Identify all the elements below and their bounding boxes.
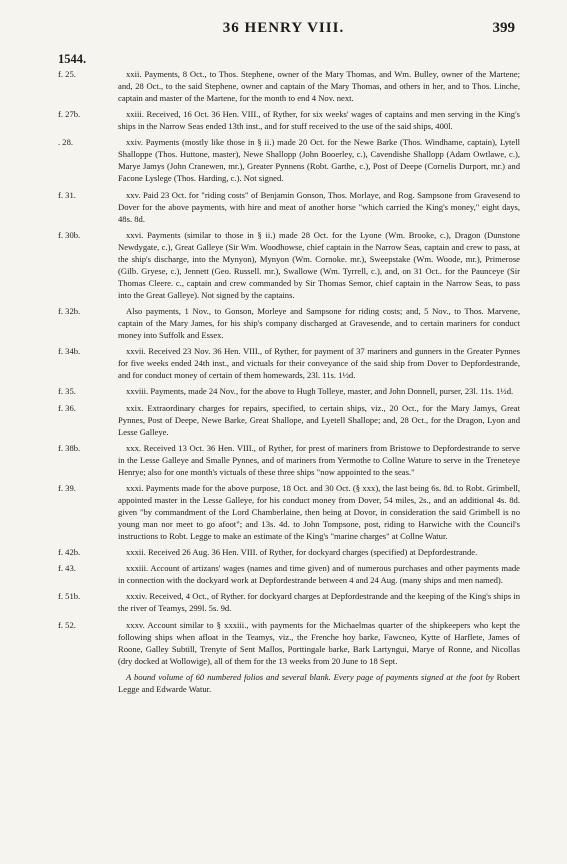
calendar-entry <box>58 442 520 478</box>
entry-text: xxiii. Received, 16 Oct. 36 Hen. VIII., of Ryther, for six weeks' wages of captains and men serving in the King's ships in the Narrow Seas ended 13th inst., and for stuff received to the use of the said ships, 400l. <box>118 109 520 132</box>
folio-reference: f. 35. <box>58 386 76 397</box>
calendar-entry <box>58 590 520 614</box>
calendar-entry <box>58 345 520 381</box>
folio-reference: f. 42b. <box>58 547 81 558</box>
entry-text: xxii. Payments, 8 Oct., to Thos. Stephene, owner of the Mary Thomas, and Wm. Bulley, owner of the Martene; and, 28 Oct., to the said Stephene, owner and captain of the Mary Thomas, and others in her, and to Thos. Linche, captain and master of the Martene, for the month to end 4 Nov. next. <box>118 69 520 103</box>
entry-text: xxix. Extraordinary charges for repairs, specified, to certain ships, viz., 20 Oct., for the Mary Jamys, Great Pynnes, Post of Deepe, Newe Barke, Great Shallope, and Lyetell Shallope; and, 28 Oct., for the Dragon, Lyon and Lesse Galleye. <box>118 402 520 437</box>
page-header <box>0 20 567 42</box>
calendar-entry <box>58 562 520 586</box>
entry-text: xxxiii. Account of artizans' wages (names and time given) and of numerous purchases and other payments made in connection with the dockyard work at Depfordestrande between 4 and 24 Aug. (many ships and men named). <box>118 563 520 586</box>
entries-list <box>58 68 520 695</box>
folio-reference: f. 52. <box>58 619 76 630</box>
calendar-entry <box>58 68 520 104</box>
calendar-entry <box>58 402 520 438</box>
entry-text: xxx. Received 13 Oct. 36 Hen. VIII., of Ryther, for prest of mariners from Bristowe to Depfordestrande to serve in the Lesse Galleye and Smalle Pynnes, and of mariners from Yermothe to Collne Wature to serve in the Treneteye Henrye; also for one month's victuals of these three ships "now appointed to the seas." <box>118 442 520 477</box>
folio-reference: f. 43. <box>58 563 76 574</box>
entry-text: xxviii. Payments, made 24 Nov., for the above to Hugh Tolleye, master, and John Donnell, purser, 23l. 11s. 1½d. <box>126 386 514 397</box>
calendar-entry <box>58 619 520 667</box>
folio-reference: . 28. <box>58 137 74 148</box>
folio-reference: f. 25. <box>58 69 76 79</box>
folio-reference: f. 38b. <box>58 442 81 453</box>
folio-reference: f. 27b. <box>58 109 81 120</box>
calendar-entry <box>58 189 520 225</box>
volume-note-italic: A bound volume of 60 numbered folios and several blank. Every page of payments signed at the foot by <box>126 671 494 682</box>
volume-note-signers: Robert Legge and Edwarde Watur. <box>118 671 520 694</box>
calendar-entry <box>58 385 520 397</box>
volume-note <box>118 671 520 695</box>
folio-reference: f. 51b. <box>58 591 81 602</box>
folio-reference: f. 30b. <box>58 229 81 240</box>
folio-reference: f. 36. <box>58 402 76 413</box>
entry-text: Also payments, 1 Nov., to Gonson, Morleye and Sampsone for riding costs; and, 5 Nov., to Thos. Marvene, captain of the Mary James, for his ship's company discharged at Gravesende, and to certain mariners for conduct money into Suffolk and Essex. <box>118 305 520 340</box>
calendar-entry <box>58 108 520 132</box>
entry-text: xxxv. Account similar to § xxxiii., with payments for the Michaelmas quarter of the shipkeepers who kept the following ships when afloat in the Teamys, viz., the Frenche hoy barke, Fawcneo, Kytte of Harflete, James of Roone, Galley Subtill, Trenyte of Sent Mallos, Porttingale barke, Bark Lartyngui, Marye of Ronne, and Nicollas (dry docked at Wollowige), all of them for the 13 weeks from 20 June to 18 Sept. <box>118 619 520 666</box>
entry-text: xxxi. Payments made for the above purpose, 18 Oct. and 30 Oct. (§ xxx), the last being 6s. 8d. to Robt. Grimbell, appointed master in the Lesse Galleye, for his conduct money from Dover, 54 miles, 2s., and an additional 4s. 8d. given "by commandment of the Lord Chamberlaine, then being at Dovor, in consideration the said Grimbell is no young man nor meet to go afoot"; and 13s. 4d. to John Tompsone, post, riding to Harwiche with the Council's instructions to Robt. Legge to make an estimate of the King's "marine charges" at Collne Watur. <box>118 482 520 541</box>
year-heading: 1544. <box>58 52 87 66</box>
entry-text: xxv. Paid 23 Oct. for "riding costs" of Benjamin Gonson, Thos. Morlaye, and Rog. Sampsone from Gravesend to Dover for the above payments, with hire and meat of another horse "which carried the King's money," eight days, 48s. 8d. <box>118 189 520 224</box>
entry-text: xxvi. Payments (similar to those in § ii.) made 28 Oct. for the Lyone (Wm. Brooke, c.), Dragon (Dunstone Newdygate, c.), Great Galleye (Sir Wm. Woodhowse, chief captain in the Narrow Seas, captain and crew to pass, at the ship's discharge, into the Mynyon), Mynyon (Wm. Cornoke. mr.), Sweepstake (Wm. Woode, mr.), Primerose (Gilb. Gryese, c.), Jennett (Geo. Russell. mr.), Swallowe (Wm. Tyrrell, c.), and, on 31 Oct.. for the Paunceye (Sir Thomas Cleere. c., captain and crew commanded by Sir Thomas Semor, chief captain in the Narrow Seas, to pass into the Great Galleye). Not signed by the captains. <box>118 229 520 300</box>
page-number: 399 <box>492 20 515 36</box>
folio-reference: f. 32b. <box>58 305 81 316</box>
calendar-entry <box>58 546 520 558</box>
folio-reference: f. 31. <box>58 189 76 200</box>
entry-text: xxxiv. Received, 4 Oct., of Ryther. for dockyard charges at Depfordestrande and the keeping of the King's ships in the river of Teamys, 299l. 5s. 9d. <box>118 591 520 614</box>
calendar-entry <box>58 136 520 184</box>
calendar-entry <box>58 305 520 341</box>
running-head: 36 HENRY VIII. <box>222 20 345 36</box>
folio-reference: f. 39. <box>58 482 76 493</box>
calendar-entry <box>58 229 520 301</box>
calendar-entry <box>58 482 520 542</box>
folio-reference: f. 34b. <box>58 346 81 357</box>
entry-text: xxvii. Received 23 Nov. 36 Hen. VIII., of Ryther, for payment of 37 mariners and gunners in the Greater Pynnes for five weeks ended 24th inst., and victuals for their conveyance of the said ship from Dover to Depfordestrande, and for conduct money of certain of them homewards, 23l. 11s. 1½d. <box>118 346 520 381</box>
entry-text: xxxii. Received 26 Aug. 36 Hen. VIII. of Ryther, for dockyard charges (specified) at Depfordestrande. <box>126 547 478 558</box>
entry-text: xxiv. Payments (mostly like those in § ii.) made 20 Oct. for the Newe Barke (Thos. Windhame, captain), Lytell Shalloppe (Thos. Huttone, master), Newe Shallopp (John Booerley, c.), Cavendishe Shallopp (Adam Owtlawe, c.), Marye Jamys (John Cranewen, mr.), Greater Pynnens (Robt. Garthe, c.), Post of Deepe (Cornelis Durport, mr.) and Facone Lyslege (Thos. Harding, c.). Not signed. <box>118 137 520 184</box>
